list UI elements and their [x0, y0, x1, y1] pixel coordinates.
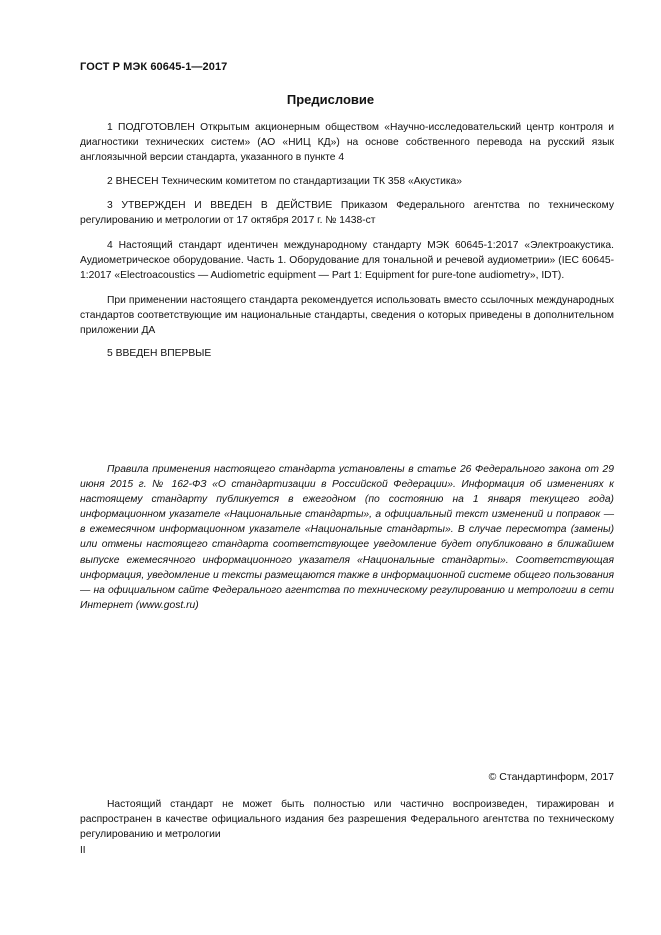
page-title: Предисловие: [286, 92, 375, 107]
foreword-item-3: 3 УТВЕРЖДЕН И ВВЕДЕН В ДЕЙСТВИЕ Приказом Федерального агентства по техническому регулированию и метрологии от 17 октября 2017 г. № 1438-ст: [80, 200, 614, 227]
foreword-item-2: 2 ВНЕСЕН Техническим комитетом по стандартизации ТК 358 «Акустика»: [107, 176, 463, 187]
foreword-item-5: 5 ВВЕДЕН ВПЕРВЫЕ: [107, 348, 212, 359]
reproduction-notice: Настоящий стандарт не может быть полностью или частично воспроизведен, тиражирован и распространен в качестве официального издания без разрешения Федерального агентства по техническому регулированию и метрологии: [80, 799, 614, 841]
copyright-line: © Стандартинформ, 2017: [488, 771, 614, 783]
page-number: II: [80, 845, 86, 856]
application-rules-note: Правила применения настоящего стандарта установлены в статье 26 Федерального закона от 29 июня 2015 г. № 162-ФЗ «О стандартизации в Российской Федерации». Информация об изменениях к настоящему стандарту публикуется в ежегодном (по состоянию на 1 января текущего года) информационном указателе «Национальные стандарты», а официальный текст изменений и поправок — в ежемесячном информационном указателе «Национальные стандарты». В случае пересмотра (замены) или отмены настоящего стандарта соответствующее уведомление будет опубликовано в ближайшем выпуске ежемесячного информационного указателя «Национальные стандарты». Соответствующая информация, уведомление и тексты размещаются также в информационной системе общего пользования — на официальном сайте Федерального агентства по техническому регулированию и метрологии в сети Интернет (www.gost.ru): [80, 464, 614, 611]
foreword-item-4-note: При применении настоящего стандарта рекомендуется использовать вместо ссылочных международных стандартов соответствующие им национальные стандарты, сведения о которых приведены в дополнительном приложении ДА: [80, 295, 614, 337]
standard-header: ГОСТ Р МЭК 60645-1—2017: [80, 61, 228, 73]
foreword-item-1: 1 ПОДГОТОВЛЕН Открытым акционерным обществом «Научно-исследовательский центр контроля и диагностики технических систем» (АО «НИЦ КД») на основе собственного перевода на русский язык англоязычной версии стандарта, указанного в пункте 4: [80, 122, 614, 164]
foreword-item-4: 4 Настоящий стандарт идентичен международному стандарту МЭК 60645-1:2017 «Электроакустика. Аудиометрическое оборудование. Часть 1. Оборудование для тональной и речевой аудиометрии» (IEC 60645-1:2017 «Electroacoustics — Audiometric equipment — Part 1: Equipment for pure-tone audiometry», IDT).: [80, 240, 614, 282]
